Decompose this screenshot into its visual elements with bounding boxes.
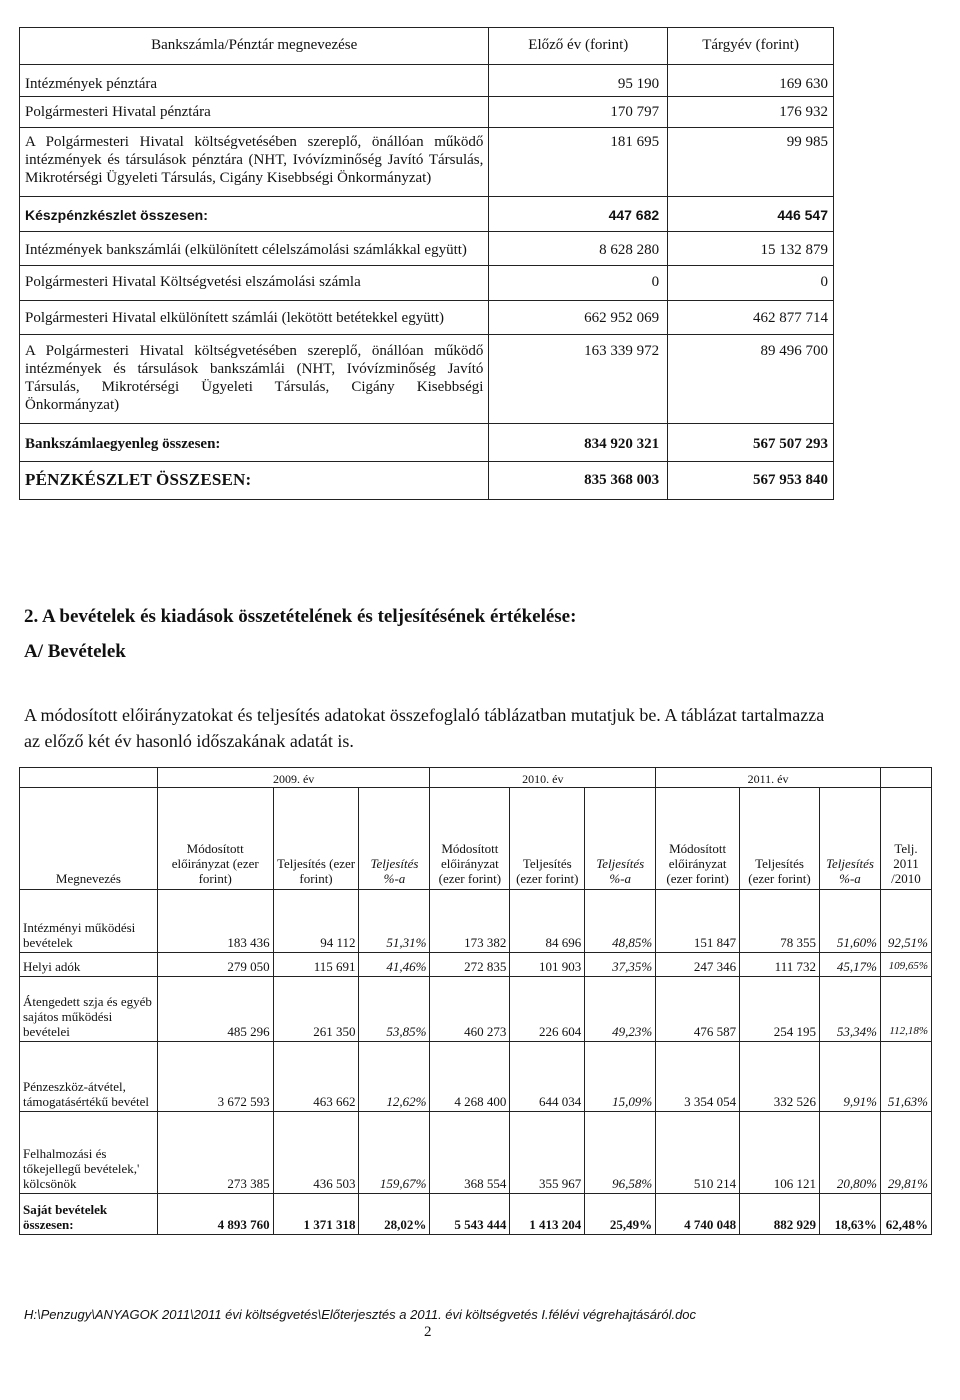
page-number: 2 — [424, 1324, 432, 1340]
row-label: Átengedett szja és egyéb sajátos működési bevételei — [20, 977, 158, 1042]
row-curr-value: 567 507 293 — [668, 424, 834, 462]
row-prev-value: 447 682 — [489, 197, 668, 232]
row-value-col-4: 5 543 444 — [430, 1194, 510, 1235]
row-label: Intézmények pénztára — [20, 65, 489, 97]
column-header-plan-2009: Módosított előirányzat (ezer forint) — [157, 788, 273, 890]
section-subheading: A/ Bevételek — [24, 641, 126, 662]
row-value-col-5: 644 034 — [510, 1042, 585, 1112]
row-value-col-7: 476 587 — [656, 977, 740, 1042]
row-value-col-2: 115 691 — [273, 953, 359, 977]
row-label: Intézményi működési bevételek — [20, 890, 158, 953]
table-row — [20, 335, 834, 424]
row-label: A Polgármesteri Hivatal költségvetésében szereplő, önállóan működő intézmények és társulások pénztára (NHT, Ivóvízminőség Javító Társulás, Mikrotérségi Ügyeleti Társulás, Cigány Kisebbségi Önkormányzat) — [20, 128, 489, 197]
year-header-2009: 2009. év — [157, 768, 430, 788]
table-row — [20, 1042, 932, 1112]
row-value-col-10: 112,18% — [880, 977, 931, 1042]
row-value-col-3: 41,46% — [359, 953, 430, 977]
row-value-col-8: 332 526 — [740, 1042, 820, 1112]
row-label: Polgármesteri Hivatal pénztára — [20, 97, 489, 128]
row-prev-value: 834 920 321 — [489, 424, 668, 462]
column-header-plan-2011: Módosított előirányzat (ezer forint) — [656, 788, 740, 890]
row-value-col-8: 78 355 — [740, 890, 820, 953]
row-value-col-1: 4 893 760 — [157, 1194, 273, 1235]
table-row — [20, 266, 834, 301]
column-header-actual-2011: Teljesítés (ezer forint) — [740, 788, 820, 890]
row-value-col-6: 49,23% — [585, 977, 656, 1042]
row-value-col-2: 261 350 — [273, 977, 359, 1042]
row-label: Polgármesteri Hivatal Költségvetési elszámolási számla — [20, 266, 489, 301]
row-value-col-3: 28,02% — [359, 1194, 430, 1235]
table-row — [20, 65, 834, 97]
row-prev-value: 662 952 069 — [489, 301, 668, 335]
intro-paragraph: A módosított előirányzatokat és teljesítés adatokat összefoglaló táblázatban mutatjuk be. A táblázat tartalmazza az előző két év hasonló időszakának adatát is. — [24, 705, 825, 751]
column-header-prev-year: Előző év (forint) — [489, 28, 668, 65]
year-header-2011: 2011. év — [656, 768, 881, 788]
row-value-col-7: 151 847 — [656, 890, 740, 953]
column-header-actual-2009: Teljesítés (ezer forint) — [273, 788, 359, 890]
table-row-grand-total — [20, 462, 834, 500]
row-value-col-8: 882 929 — [740, 1194, 820, 1235]
row-label: Helyi adók — [20, 953, 158, 977]
section-heading: 2. A bevételek és kiadások összetételének és teljesítésének értékelése: — [24, 606, 577, 627]
row-value-col-3: 51,31% — [359, 890, 430, 953]
row-value-col-5: 355 967 — [510, 1112, 585, 1194]
table-row — [20, 953, 932, 977]
row-value-col-7: 4 740 048 — [656, 1194, 740, 1235]
row-value-col-4: 4 268 400 — [430, 1042, 510, 1112]
table-row-total — [20, 1194, 932, 1235]
row-value-col-9: 45,17% — [819, 953, 880, 977]
row-prev-value: 181 695 — [489, 128, 668, 197]
row-value-col-7: 3 354 054 — [656, 1042, 740, 1112]
column-header-row — [20, 788, 932, 890]
row-value-col-1: 3 672 593 — [157, 1042, 273, 1112]
row-value-col-1: 485 296 — [157, 977, 273, 1042]
row-value-col-1: 273 385 — [157, 1112, 273, 1194]
row-value-col-10: 62,48% — [880, 1194, 931, 1235]
table-row — [20, 977, 932, 1042]
row-curr-value: 89 496 700 — [668, 335, 834, 424]
table-row — [20, 890, 932, 953]
row-prev-value: 835 368 003 — [489, 462, 668, 500]
row-value-col-10: 109,65% — [880, 953, 931, 977]
row-value-col-2: 436 503 — [273, 1112, 359, 1194]
row-value-col-3: 12,62% — [359, 1042, 430, 1112]
cash-balance-table — [19, 27, 834, 500]
table-row — [20, 301, 834, 335]
row-value-col-4: 272 835 — [430, 953, 510, 977]
row-value-col-6: 15,09% — [585, 1042, 656, 1112]
row-value-col-5: 226 604 — [510, 977, 585, 1042]
row-value-col-6: 96,58% — [585, 1112, 656, 1194]
row-value-col-8: 111 732 — [740, 953, 820, 977]
row-value-col-3: 53,85% — [359, 977, 430, 1042]
row-label: Intézmények bankszámlái (elkülönített célelszámolási számlákkal együtt) — [20, 232, 489, 266]
year-header-2010: 2010. év — [430, 768, 656, 788]
row-curr-value: 462 877 714 — [668, 301, 834, 335]
column-header-pct-2011: Teljesítés %-a — [819, 788, 880, 890]
row-value-col-9: 9,91% — [819, 1042, 880, 1112]
table-header-row — [20, 28, 834, 65]
row-value-col-4: 368 554 — [430, 1112, 510, 1194]
blank-cell — [20, 768, 158, 788]
column-header-plan-2010: Módosított előirányzat (ezer forint) — [430, 788, 510, 890]
row-value-col-10: 29,81% — [880, 1112, 931, 1194]
year-header-row — [20, 768, 932, 788]
column-header-ratio: Telj. 2011 /2010 — [880, 788, 931, 890]
row-value-col-1: 183 436 — [157, 890, 273, 953]
row-curr-value: 176 932 — [668, 97, 834, 128]
table-row-subtotal — [20, 197, 834, 232]
row-value-col-9: 20,80% — [819, 1112, 880, 1194]
row-label: A Polgármesteri Hivatal költségvetésében szereplő, önállóan működő intézmények és társulások bankszámlái (NHT, Ivóvízminőség Javító Társulás, Mikrotérségi Ügyeleti Társulás, Cigány Kisebbségi Önkormányzat) — [20, 335, 489, 424]
row-value-col-8: 254 195 — [740, 977, 820, 1042]
row-value-col-4: 460 273 — [430, 977, 510, 1042]
row-label: PÉNZKÉSZLET ÖSSZESEN: — [20, 462, 489, 500]
row-value-col-2: 94 112 — [273, 890, 359, 953]
row-label: Pénzeszköz-átvétel, támogatásértékű bevétel — [20, 1042, 158, 1112]
row-value-col-7: 247 346 — [656, 953, 740, 977]
row-curr-value: 169 630 — [668, 65, 834, 97]
row-value-col-9: 18,63% — [819, 1194, 880, 1235]
row-curr-value: 446 547 — [668, 197, 834, 232]
column-header-name: Megnevezés — [20, 788, 158, 890]
blank-cell — [880, 768, 931, 788]
row-value-col-9: 53,34% — [819, 977, 880, 1042]
table-row — [20, 1112, 932, 1194]
row-label: Polgármesteri Hivatal elkülönített számlái (lekötött betétekkel együtt) — [20, 301, 489, 335]
row-value-col-1: 279 050 — [157, 953, 273, 977]
table-row-subtotal — [20, 424, 834, 462]
row-value-col-3: 159,67% — [359, 1112, 430, 1194]
row-value-col-6: 48,85% — [585, 890, 656, 953]
table-row — [20, 128, 834, 197]
table-row — [20, 97, 834, 128]
row-curr-value: 567 953 840 — [668, 462, 834, 500]
column-header-actual-2010: Teljesítés (ezer forint) — [510, 788, 585, 890]
row-value-col-10: 51,63% — [880, 1042, 931, 1112]
row-prev-value: 95 190 — [489, 65, 668, 97]
row-prev-value: 8 628 280 — [489, 232, 668, 266]
row-curr-value: 99 985 — [668, 128, 834, 197]
row-value-col-6: 37,35% — [585, 953, 656, 977]
row-value-col-9: 51,60% — [819, 890, 880, 953]
row-value-col-4: 173 382 — [430, 890, 510, 953]
column-header-current-year: Tárgyév (forint) — [668, 28, 834, 65]
row-curr-value: 15 132 879 — [668, 232, 834, 266]
row-prev-value: 170 797 — [489, 97, 668, 128]
row-value-col-2: 463 662 — [273, 1042, 359, 1112]
row-value-col-7: 510 214 — [656, 1112, 740, 1194]
row-curr-value: 0 — [668, 266, 834, 301]
table-row — [20, 232, 834, 266]
row-value-col-5: 101 903 — [510, 953, 585, 977]
row-label: Saját bevételek összesen: — [20, 1194, 158, 1235]
row-value-col-5: 1 413 204 — [510, 1194, 585, 1235]
footer-file-path: H:\Penzugy\ANYAGOK 2011\2011 évi költségvetés\Előterjesztés a 2011. évi költségvetés I.félévi végrehajtásáról.doc — [24, 1307, 697, 1322]
row-prev-value: 0 — [489, 266, 668, 301]
column-header-pct-2010: Teljesítés %-a — [585, 788, 656, 890]
row-value-col-10: 92,51% — [880, 890, 931, 953]
row-label: Felhalmozási és tőkejellegű bevételek,' kölcsönök — [20, 1112, 158, 1194]
row-value-col-2: 1 371 318 — [273, 1194, 359, 1235]
row-value-col-5: 84 696 — [510, 890, 585, 953]
row-value-col-6: 25,49% — [585, 1194, 656, 1235]
column-header-pct-2009: Teljesítés %-a — [359, 788, 430, 890]
revenue-table — [19, 767, 932, 1235]
row-value-col-8: 106 121 — [740, 1112, 820, 1194]
row-prev-value: 163 339 972 — [489, 335, 668, 424]
row-label: Bankszámlaegyenleg összesen: — [20, 424, 489, 462]
column-header-name: Bankszámla/Pénztár megnevezése — [20, 28, 489, 65]
row-label: Készpénzkészlet összesen: — [20, 197, 489, 232]
